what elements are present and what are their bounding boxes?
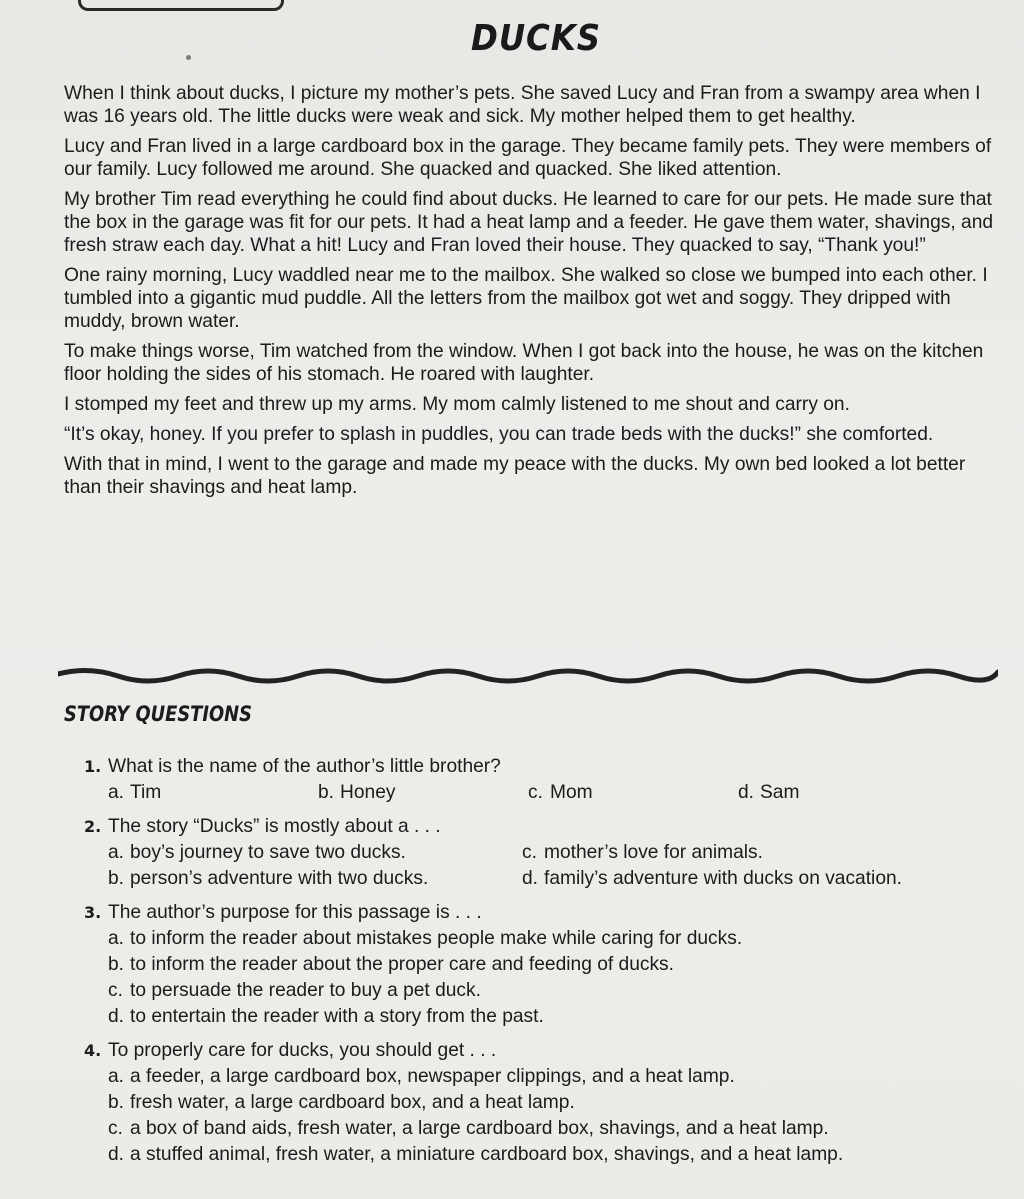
question-text: What is the name of the author’s little brother? [108, 756, 501, 777]
choice-b: b. Honey [318, 782, 396, 803]
choice-a: a. to inform the reader about mistakes people make while caring for ducks. [108, 928, 743, 949]
choice-c: c. mother’s love for animals. [522, 842, 763, 863]
header-frame-decoration [78, 0, 284, 11]
choice-a: a. a feeder, a large cardboard box, newspaper clippings, and a heat lamp. [108, 1066, 735, 1087]
story-paragraph: I stomped my feet and threw up my arms. My mom calmly listened to me shout and carry on. [64, 394, 850, 415]
choice-c: c. Mom [528, 782, 593, 803]
story-paragraph: One rainy morning, Lucy waddled near me to the mailbox. She walked so close we bumped into each other. I tumbled into a gigantic mud puddle. All the letters from the mailbox got wet and soggy. They dripped with muddy, brown water. [64, 265, 988, 332]
choice-d: d. a stuffed animal, fresh water, a miniature cardboard box, shavings, and a heat lamp. [108, 1144, 844, 1165]
story-paragraph: My brother Tim read everything he could find about ducks. He learned to care for our pets. He made sure that the box in the garage was fit for our pets. It had a heat lamp and a feeder. He gave them water, shavings, and fresh straw each day. What a hit! Lucy and Fran loved their house. They quacked to say, “Thank you!” [64, 189, 994, 256]
question-3 [84, 900, 994, 1030]
choice-c: c. a box of band aids, fresh water, a large cardboard box, shavings, and a heat lamp. [108, 1118, 829, 1139]
question-1 [84, 754, 994, 806]
story-text [64, 82, 999, 506]
wavy-divider-line [58, 670, 998, 681]
question-2 [84, 814, 994, 892]
choice-b: b. to inform the reader about the proper care and feeding of ducks. [108, 954, 674, 975]
story-paragraph: When I think about ducks, I picture my mother’s pets. She saved Lucy and Fran from a swampy area when I was 16 years old. The little ducks were weak and sick. My mother helped them to get healthy. [64, 83, 981, 127]
choice-b: b. person’s adventure with two ducks. [108, 868, 429, 889]
question-text: The story “Ducks” is mostly about a . . . [108, 816, 441, 837]
choice-b: b. fresh water, a large cardboard box, and a heat lamp. [108, 1092, 575, 1113]
story-paragraph: Lucy and Fran lived in a large cardboard box in the garage. They became family pets. They were members of our family. Lucy followed me around. She quacked and quacked. She liked attention. [64, 136, 992, 180]
question-text: To properly care for ducks, you should get . . . [108, 1040, 497, 1061]
choice-a: a. Tim [108, 782, 162, 803]
question-number: 4. [84, 1041, 102, 1060]
choice-a: a. boy’s journey to save two ducks. [108, 842, 406, 863]
story-paragraph: With that in mind, I went to the garage and made my peace with the ducks. My own bed looked a lot better than their shavings and heat lamp. [64, 454, 966, 498]
choice-c: c. to persuade the reader to buy a pet duck. [108, 980, 481, 1001]
choice-d: d. Sam [738, 782, 800, 803]
question-4 [84, 1038, 994, 1168]
question-number: 3. [84, 903, 102, 922]
wavy-divider [58, 662, 998, 692]
choice-d: d. to entertain the reader with a story from the past. [108, 1006, 544, 1027]
choice-d: d. family’s adventure with ducks on vacation. [522, 868, 902, 889]
story-paragraph: “It’s okay, honey. If you prefer to splash in puddles, you can trade beds with the ducks!” she comforted. [64, 424, 934, 445]
questions-list [84, 754, 994, 1176]
questions-heading: STORY QUESTIONS [64, 702, 252, 726]
question-text: The author’s purpose for this passage is . . . [108, 902, 482, 923]
question-number: 1. [84, 757, 102, 776]
question-number: 2. [84, 817, 102, 836]
page-title: DUCKS [471, 18, 601, 59]
story-paragraph: To make things worse, Tim watched from the window. When I got back into the house, he was on the kitchen floor holding the sides of his stomach. He roared with laughter. [64, 341, 984, 385]
